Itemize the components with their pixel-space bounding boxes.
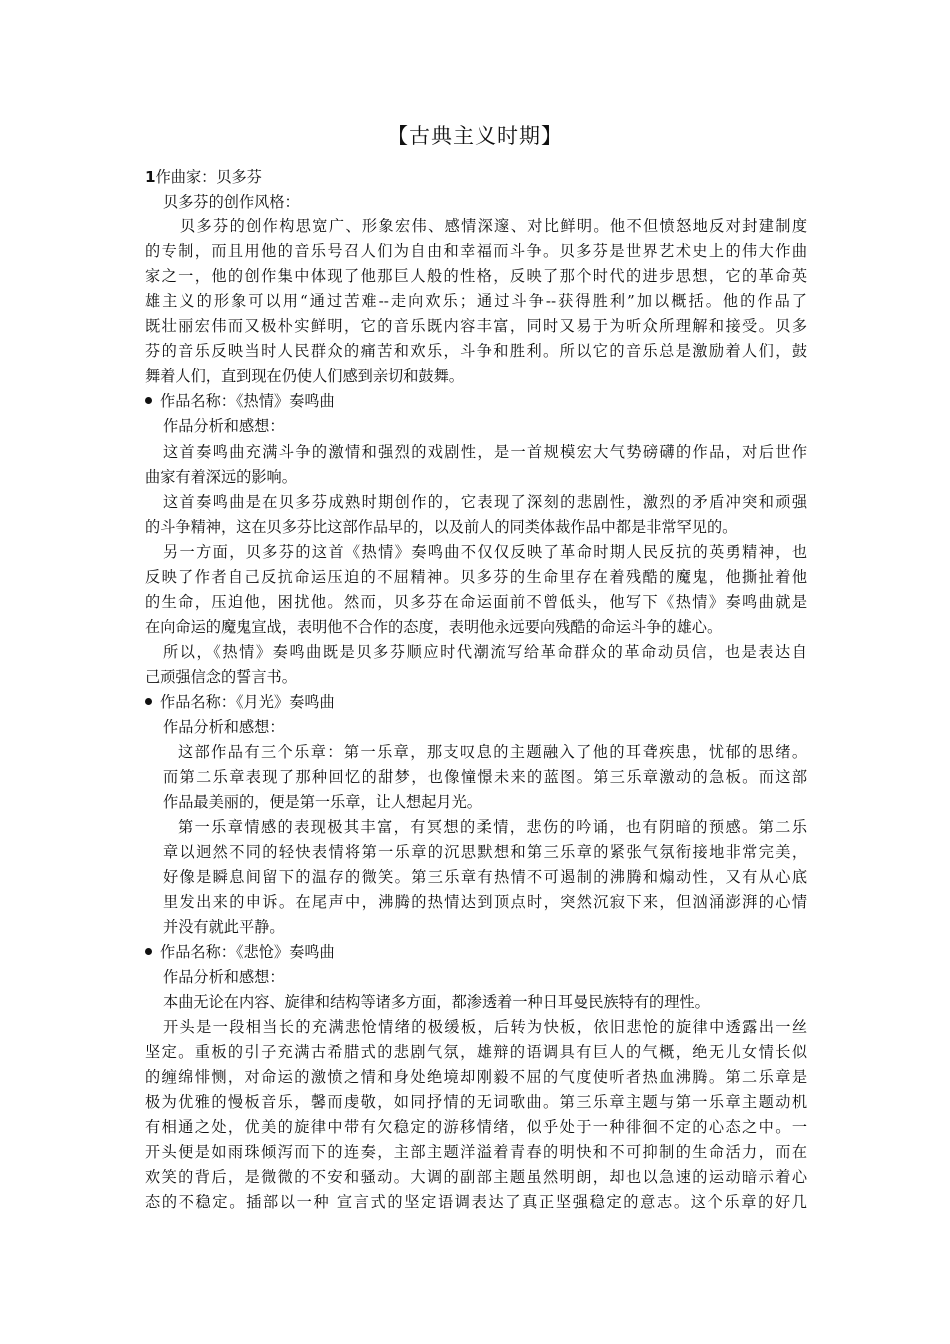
work-text-line: 作品最美丽的，便是第一乐章，让人想起月光。 bbox=[163, 793, 482, 811]
work-text-line: 这首奏鸣曲是在贝多芬成熟时期创作的，它表现了深刻的悲剧性，激烈的矛盾冲突和顽强 bbox=[163, 493, 807, 511]
work-text-line: 极为优雅的慢板音乐，馨而虔敬，如同抒情的无词歌曲。第三乐章主题与第一乐章主题动机 bbox=[145, 1093, 807, 1111]
work-text-line: 己顽强信念的誓言书。 bbox=[145, 668, 297, 686]
work-text-line: 这首奏鸣曲充满斗争的激情和强烈的戏剧性，是一首规模宏大气势磅礴的作品，对后世作 bbox=[163, 443, 807, 461]
analysis-heading: 作品分析和感想： bbox=[163, 718, 285, 736]
work-text-line: 第一乐章情感的表现极其丰富，有冥想的柔情，悲伤的吟诵，也有阴暗的预感。第二乐 bbox=[178, 818, 807, 836]
style-paragraph-line: 家之一，他的创作集中体现了他那巨人般的性格，反映了那个时代的进步思想，它的革命英 bbox=[145, 267, 807, 285]
composer-line bbox=[145, 165, 262, 189]
style-paragraph-line: 贝多芬的创作构思宽广、形象宏伟、感情深邃、对比鲜明。他不但愤怒地反对封建制度 bbox=[180, 217, 807, 235]
analysis-heading: 作品分析和感想： bbox=[163, 417, 285, 435]
work-name: 作品名称：《月光》奏鸣曲 bbox=[160, 693, 335, 711]
work-text-line: 坚定。重板的引子充满古希腊式的悲剧气氛，雄辩的语调具有巨人的气概，绝无儿女情长似 bbox=[145, 1043, 807, 1061]
work-title-appassionata bbox=[145, 389, 335, 413]
work-text-line: 反映了作者自己反抗命运压迫的不屈精神。贝多芬的生命里存在着残酷的魔鬼，他撕扯着他 bbox=[145, 568, 807, 586]
work-text-line: 欢笑的背后，是微微的不安和骚动。大调的副部主题虽然明朗，却也以急速的运动暗示着心 bbox=[145, 1168, 807, 1186]
bullet-icon bbox=[145, 948, 152, 955]
style-heading: 贝多芬的创作风格： bbox=[163, 193, 300, 211]
style-paragraph-line: 雄主义的形象可以用“通过苦难--走向欢乐；通过斗争--获得胜利”加以概括。他的作品了 bbox=[145, 292, 807, 310]
style-paragraph-line: 既壮丽宏伟而又极朴实鲜明，它的音乐既内容丰富，同时又易于为听众所理解和接受。贝多 bbox=[145, 317, 807, 335]
work-text-line: 在向命运的魔鬼宣战，表明他不合作的态度，表明他永远要向残酷的命运斗争的雄心。 bbox=[145, 618, 723, 636]
work-text-line: 这部作品有三个乐章：第一乐章，那支叹息的主题融入了他的耳聋疾患，忧郁的思绪。 bbox=[178, 743, 807, 761]
style-paragraph-line: 的专制，而且用他的音乐号召人们为自由和幸福而斗争。贝多芬是世界艺术史上的伟大作曲 bbox=[145, 242, 807, 260]
work-text-line: 有相通之处，优美的旋律中带有欠稳定的游移情绪，似乎处于一种徘徊不定的心态之中。一 bbox=[145, 1118, 807, 1136]
composer-label: 作曲家：贝多芬 bbox=[155, 168, 262, 186]
work-text-line: 好像是瞬息间留下的温存的微笑。第三乐章有热情不可遏制的沸腾和煽动性，又有从心底 bbox=[163, 868, 807, 886]
work-text-line: 另一方面，贝多芬的这首《热情》奏鸣曲不仅仅反映了革命时期人民反抗的英勇精神，也 bbox=[163, 543, 807, 561]
work-text-line: 态的不稳定。插部以一种 宣言式的坚定语调表达了真正坚强稳定的意志。这个乐章的好几 bbox=[145, 1193, 807, 1211]
work-text-line: 所以，《热情》奏鸣曲既是贝多芬顺应时代潮流写给革命群众的革命动员信，也是表达自 bbox=[163, 643, 807, 661]
work-text-line: 的生命，压迫他，困扰他。然而，贝多芬在命运面前不曾低头，他写下《热情》奏鸣曲就是 bbox=[145, 593, 807, 611]
work-title-moonlight bbox=[145, 690, 335, 714]
work-name: 作品名称：《悲怆》奏鸣曲 bbox=[160, 943, 335, 961]
work-text-line: 开头是一段相当长的充满悲怆情绪的极缓板，后转为快板，依旧悲怆的旋律中透露出一丝 bbox=[163, 1018, 807, 1036]
work-name: 作品名称：《热情》奏鸣曲 bbox=[160, 392, 335, 410]
style-paragraph-line: 舞着人们，直到现在仍使人们感到亲切和鼓舞。 bbox=[145, 367, 464, 385]
work-text-line: 而第二乐章表现了那种回忆的甜梦，也像憧憬未来的蓝图。第三乐章激动的急板。而这部 bbox=[163, 768, 807, 786]
page-title: 【古典主义时期】 bbox=[387, 124, 563, 148]
work-text-line: 曲家有着深远的影响。 bbox=[145, 468, 297, 486]
work-text-line: 的缠绵悱恻，对命运的激愤之情和身处绝境却刚毅不屈的气度使听者热血沸腾。第二乐章是 bbox=[145, 1068, 807, 1086]
work-text-line: 章以迥然不同的轻快表情将第一乐章的沉思默想和第三乐章的紧张气氛衔接地非常完美， bbox=[163, 843, 807, 861]
section-number: 1 bbox=[145, 168, 156, 186]
work-text-line: 里发出来的申诉。在尾声中，沸腾的热情达到顶点时，突然沉寂下来，但汹涌澎湃的心情 bbox=[163, 893, 807, 911]
bullet-icon bbox=[145, 698, 152, 705]
bullet-icon bbox=[145, 397, 152, 404]
work-text-line: 本曲无论在内容、旋律和结构等诸多方面，都渗透着一种日耳曼民族特有的理性。 bbox=[163, 993, 710, 1011]
analysis-heading: 作品分析和感想： bbox=[163, 968, 285, 986]
work-title-pathetique bbox=[145, 940, 335, 964]
work-text-line: 开头便是如雨珠倾泻而下的连奏，主部主题洋溢着青春的明快和不可抑制的生命活力，而在 bbox=[145, 1143, 807, 1161]
work-text-line: 的斗争精神，这在贝多芬比这部作品早的，以及前人的同类体裁作品中都是非常罕见的。 bbox=[145, 518, 738, 536]
work-text-line: 并没有就此平静。 bbox=[163, 918, 285, 936]
style-paragraph-line: 芬的音乐反映当时人民群众的痛苦和欢乐，斗争和胜利。所以它的音乐总是激励着人们，鼓 bbox=[145, 342, 807, 360]
